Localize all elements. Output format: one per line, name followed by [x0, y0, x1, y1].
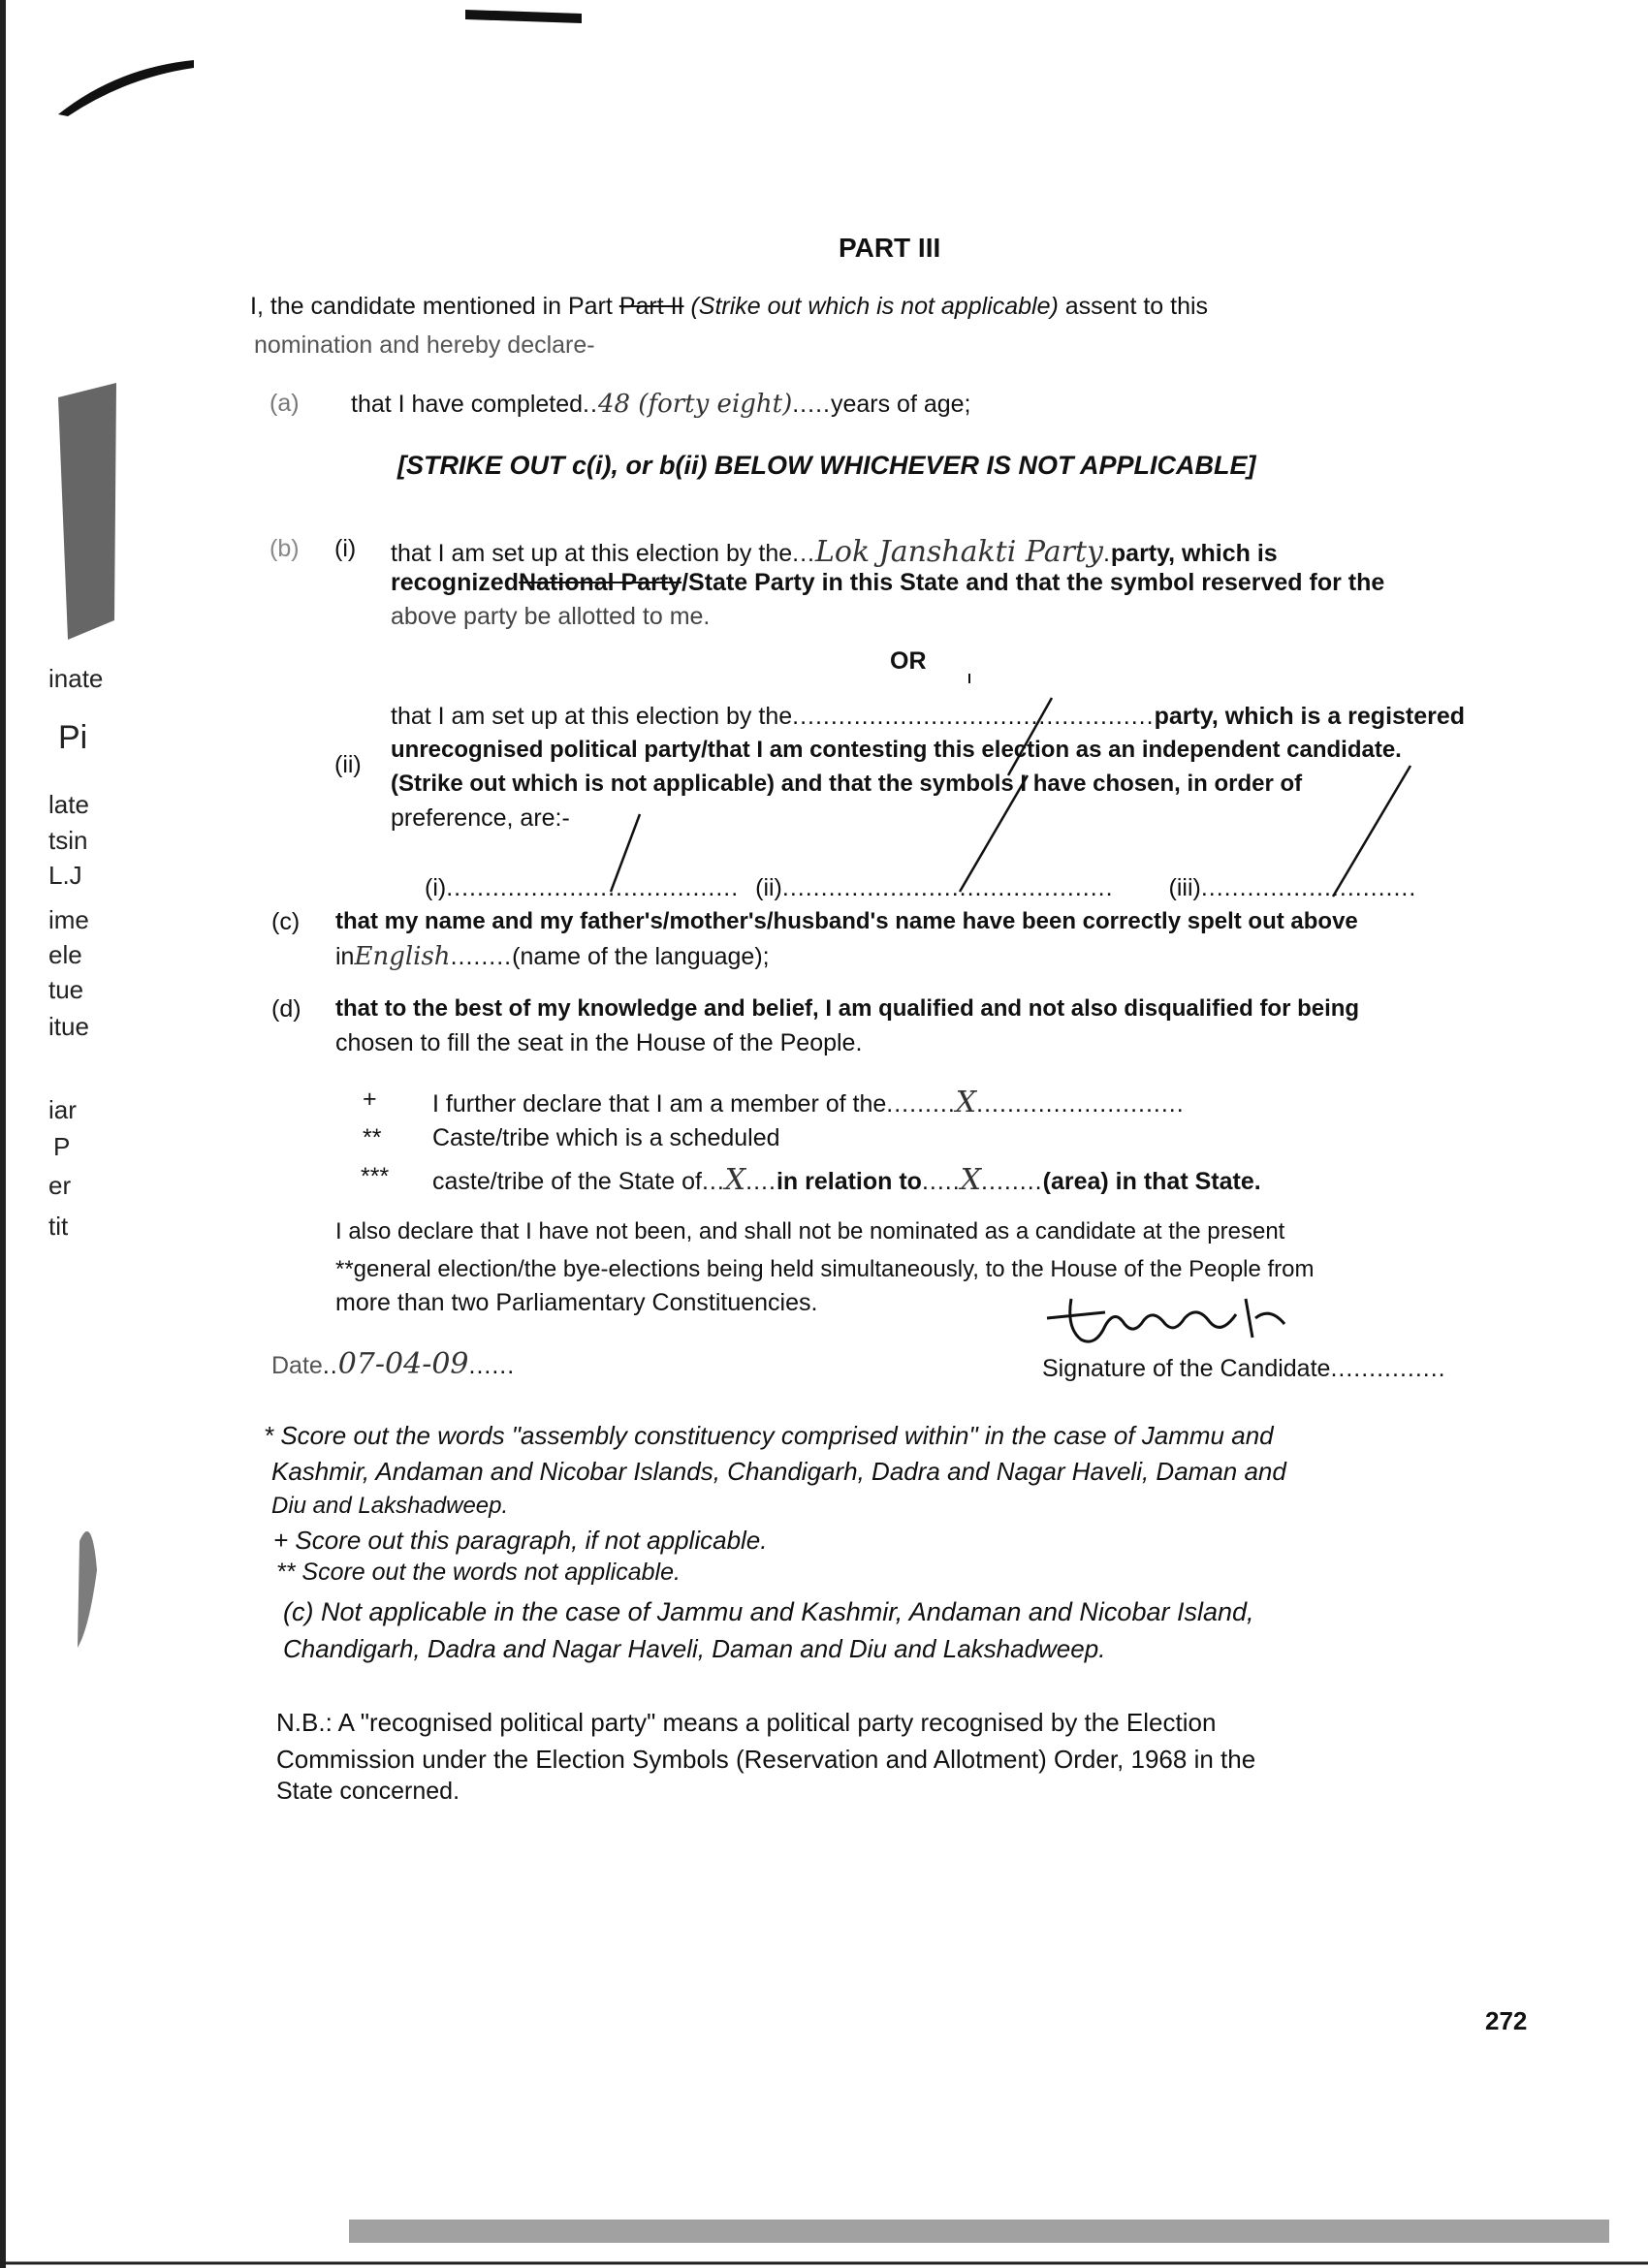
d-label: (d): [271, 995, 301, 1023]
footnote-1-line-2: Kashmir, Andaman and Nicobar Islands, Chandigarh, Dadra and Nagar Haveli, Daman and: [271, 1457, 1286, 1486]
candidate-signature: [1037, 1279, 1347, 1357]
party-name: Lok Janshakti Party: [814, 535, 1103, 569]
intro-text: I, the candidate mentioned in Part: [250, 293, 619, 320]
intro-struck-part: Part II: [618, 293, 684, 320]
option-ii-line-2: unrecognised political party/that I am contesting this election as an independent candidate.: [391, 737, 1402, 763]
option-i-text: party, which is: [1110, 540, 1278, 567]
page-title: PART III: [839, 233, 941, 263]
edge-fragment: tit: [48, 1212, 69, 1241]
footnote-4-line-1: (c) Not applicable in the case of Jammu and Kashmir, Andaman and Nicobar Island,: [283, 1597, 1254, 1626]
edge-fragment: itue: [48, 1012, 89, 1041]
c-line-2: inEnglish........(name of the language);: [335, 942, 770, 971]
option-i-number: (i): [334, 535, 357, 562]
footnote-1-line-1: * Score out the words "assembly constituency comprised within" in the case of Jammu and: [264, 1421, 1274, 1450]
option-i-text: recognized: [391, 569, 519, 596]
signature-label: Signature of the Candidate: [1042, 1355, 1331, 1382]
strike-out-instruction: [STRIKE OUT c(i), or b(ii) BELOW WHICHEVER IS NOT APPLICABLE]: [397, 451, 1256, 480]
option-ii-text: that I am set up at this election by the: [391, 703, 793, 730]
or-separator: OR: [890, 647, 927, 675]
option-i-text: /State Party in this State and that the symbol reserved for the: [681, 569, 1385, 596]
option-ii-line-1: that I am set up at this election by the...............................................party, which is a registered: [391, 703, 1466, 730]
option-ii-line-4: preference, are:-: [391, 804, 570, 832]
edge-fragment: tsin: [48, 826, 88, 855]
also-text: I also declare that I have not been, and shall not be nominated as a candidate at the present: [335, 1218, 1285, 1244]
further-text: (area) in that State.: [1042, 1168, 1261, 1195]
edge-fragment: ime: [48, 905, 89, 934]
preference-ii: (ii): [755, 874, 782, 901]
b-label: (b): [269, 535, 300, 562]
c-text: in: [335, 943, 355, 970]
also-text: more than two Parliamentary Constituencies.: [335, 1289, 818, 1316]
c-label: (c): [271, 908, 301, 935]
edge-fragment: late: [48, 790, 89, 819]
age-value: 48 (forty eight): [597, 390, 793, 419]
edge-fragment: iar: [48, 1095, 77, 1124]
marker-triple-star: ***: [361, 1163, 390, 1190]
language-value: English: [354, 942, 451, 971]
c-line-1: that my name and my father's/mother's/husband's name have been correctly spelt out above: [335, 908, 1358, 934]
area-value: X: [960, 1163, 982, 1197]
age-prefix: that I have completed: [351, 391, 584, 418]
struck-text: National Party: [518, 569, 682, 596]
edge-fragment: er: [48, 1171, 72, 1200]
intro-text: assent to this: [1058, 293, 1209, 320]
date-value: 07-04-09: [337, 1347, 469, 1381]
also-text: **general election/the bye-elections being held simultaneously, to the House of the People from: [335, 1256, 1315, 1282]
also-line-1: [335, 1218, 1284, 1245]
nb-line-1: N.B.: A "recognised political party" means a political party recognised by the Election: [276, 1708, 1217, 1737]
edge-fragment: inate: [48, 664, 104, 693]
footnote-2: + Score out this paragraph, if not applicable.: [273, 1526, 768, 1555]
further-line-2: Caste/tribe which is a scheduled: [432, 1124, 780, 1151]
page-number: 272: [1485, 2006, 1528, 2035]
member-value: X: [955, 1086, 977, 1119]
edge-fragment: L.J: [48, 861, 82, 890]
option-i-line-1: that I am set up at this election by the...Lok Janshakti Party.party, which is: [391, 535, 1278, 569]
preference-line: (i)...................................... (ii)........................................... (iii)............................: [425, 874, 1417, 901]
edge-fragment: P: [53, 1132, 71, 1161]
further-text: caste/tribe of the State of: [432, 1168, 702, 1195]
d-line-2: chosen to fill the seat in the House of the People.: [335, 1029, 863, 1056]
edge-fragment: Pi: [58, 719, 88, 756]
preference-i: (i): [425, 874, 447, 901]
further-text: I further declare that I am a member of the: [432, 1090, 887, 1118]
marker-plus: +: [363, 1086, 377, 1113]
preference-iii: (iii): [1168, 874, 1201, 901]
edge-fragment: ele: [48, 940, 82, 969]
age-suffix: years of age;: [830, 391, 971, 418]
footnote-1-line-3: Diu and Lakshadweep.: [271, 1493, 509, 1519]
d-line-1: that to the best of my knowledge and belief, I am qualified and not also disqualified for being: [335, 995, 1360, 1022]
intro-strike-note: (Strike out which is not applicable): [683, 293, 1059, 320]
also-line-3: [335, 1289, 817, 1317]
date-line: Date..07-04-09......: [271, 1347, 516, 1381]
intro-line-2: nomination and hereby declare-: [254, 331, 595, 359]
footnote-3: ** Score out the words not applicable.: [276, 1559, 681, 1586]
option-i-line-3: above party be allotted to me.: [391, 603, 711, 630]
option-ii-line-3: (Strike out which is not applicable) and that the symbols I have chosen, in order of: [391, 771, 1303, 797]
further-text: in relation to: [776, 1168, 922, 1195]
signature-label-line: Signature of the Candidate...............: [1042, 1355, 1446, 1382]
nb-line-3: State concerned.: [276, 1778, 460, 1805]
marker-double-star: **: [363, 1124, 382, 1151]
age-label: (a): [269, 390, 300, 417]
c-text: (name of the language);: [512, 943, 770, 970]
nb-line-2: Commission under the Election Symbols (Reservation and Allotment) Order, 1968 in the: [276, 1745, 1256, 1774]
option-ii-number: (ii): [334, 751, 362, 778]
option-ii-text: party, which is a registered: [1154, 703, 1466, 730]
state-value: X: [724, 1163, 746, 1197]
further-line-3: caste/tribe of the State of...X....in relation to.....X........(area) in that State.: [432, 1163, 1261, 1197]
option-i-text: that I am set up at this election by the: [391, 540, 793, 567]
footnote-4-line-2: Chandigarh, Dadra and Nagar Haveli, Daman and Diu and Lakshadweep.: [283, 1634, 1106, 1663]
age-line: that I have completed..48 (forty eight).....years of age;: [351, 390, 971, 419]
edge-fragment: tue: [48, 975, 84, 1004]
further-line-1: I further declare that I am a member of the.........X...........................: [432, 1086, 1185, 1119]
date-label: Date: [271, 1352, 323, 1379]
